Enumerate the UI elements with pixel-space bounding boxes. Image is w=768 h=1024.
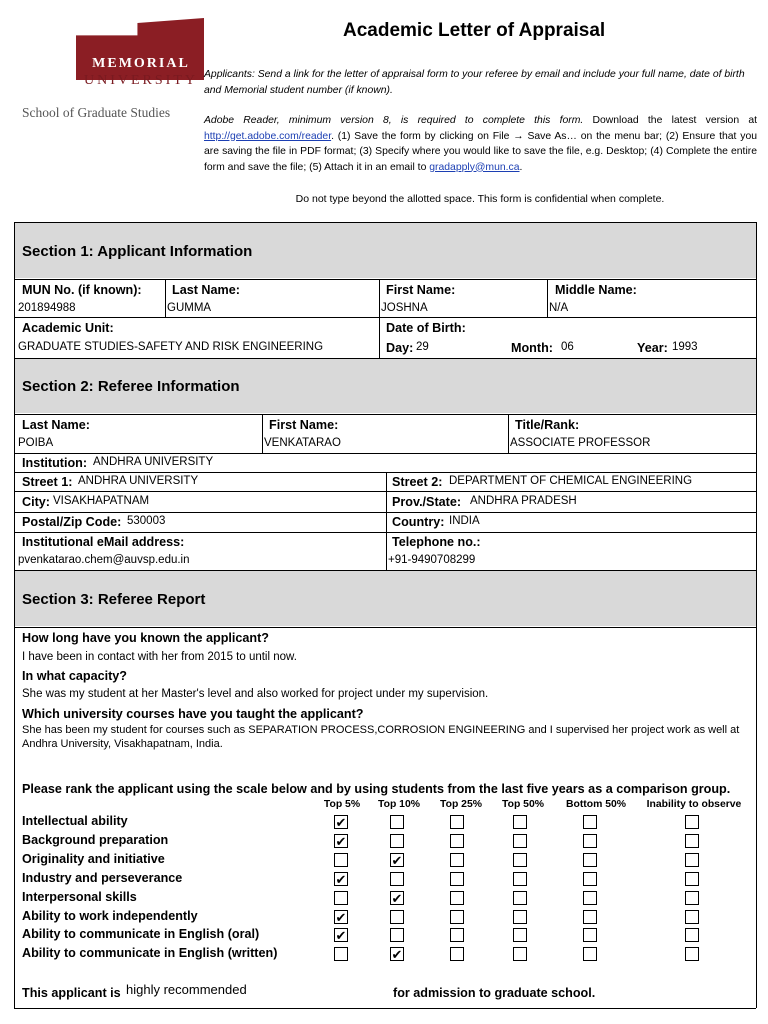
divider xyxy=(508,414,509,453)
rating-checkbox[interactable] xyxy=(450,872,464,886)
city-field[interactable]: VISAKHAPATNAM xyxy=(53,495,150,507)
rating-checkbox[interactable] xyxy=(334,853,348,867)
rating-checkbox[interactable] xyxy=(450,853,464,867)
last-name-field[interactable]: GUMMA xyxy=(167,302,212,314)
street2-label: Street 2: xyxy=(392,475,443,489)
rating-checkbox[interactable] xyxy=(513,853,527,867)
referee-first-name-field[interactable]: VENKATARAO xyxy=(264,437,341,449)
section3-title: Section 3: Referee Report xyxy=(22,591,206,608)
divider xyxy=(165,279,166,317)
rating-checkbox[interactable]: ✔ xyxy=(335,909,347,925)
postal-code-field[interactable]: 530003 xyxy=(127,515,166,527)
mun-field[interactable]: 201894988 xyxy=(18,302,76,314)
institution-field[interactable]: ANDHRA UNIVERSITY xyxy=(93,456,214,468)
month-label: Month: xyxy=(511,341,553,355)
rating-checkbox[interactable] xyxy=(685,834,699,848)
rating-checkbox[interactable] xyxy=(685,947,699,961)
rating-checkbox[interactable] xyxy=(513,891,527,905)
referee-last-name-field[interactable]: POIBA xyxy=(18,437,54,449)
col-top50: Top 50% xyxy=(502,799,544,810)
rating-checkbox[interactable] xyxy=(390,910,404,924)
university-logo xyxy=(22,18,198,128)
rating-checkbox[interactable] xyxy=(513,910,527,924)
criterion-label: Industry and perseverance xyxy=(22,870,183,885)
recommendation-suffix: for admission to graduate school. xyxy=(393,986,596,1000)
rating-checkbox[interactable] xyxy=(450,834,464,848)
rating-checkbox[interactable] xyxy=(685,872,699,886)
rating-checkbox[interactable] xyxy=(583,910,597,924)
col-top25: Top 25% xyxy=(440,799,482,810)
rating-checkbox[interactable] xyxy=(583,947,597,961)
applicants-note: Applicants: Send a link for the letter of appraisal form to your referee by email and include your full name, date of birth and Memorial student number (if known). xyxy=(204,69,745,96)
country-label: Country: xyxy=(392,515,445,529)
divider xyxy=(386,472,387,570)
rule xyxy=(14,414,756,415)
rating-checkbox[interactable] xyxy=(450,910,464,924)
frame-left-lower xyxy=(14,626,15,1008)
rating-checkbox[interactable] xyxy=(390,834,404,848)
criterion-label: Ability to communicate in English (written) xyxy=(22,946,278,961)
criterion-label: Interpersonal skills xyxy=(22,889,137,904)
rating-checkbox[interactable] xyxy=(450,891,464,905)
answer-capacity[interactable]: She was my student at her Master's level and also worked for project under my supervision. xyxy=(22,688,489,700)
street2-field[interactable]: DEPARTMENT OF CHEMICAL ENGINEERING xyxy=(449,475,693,487)
col-top10: Top 10% xyxy=(378,799,420,810)
month-field[interactable]: 06 xyxy=(561,341,574,353)
prov-state-label: Prov./State: xyxy=(392,495,462,509)
confidential-note: Do not type beyond the allotted space. This form is confidential when complete. xyxy=(295,193,665,205)
telephone-label: Telephone no.: xyxy=(392,535,481,549)
year-label: Year: xyxy=(637,341,668,355)
recommendation-prefix: This applicant is xyxy=(22,986,121,1000)
rating-checkbox[interactable] xyxy=(513,872,527,886)
rating-checkbox[interactable] xyxy=(450,947,464,961)
middle-name-field[interactable]: N/A xyxy=(549,302,569,314)
middle-name-label: Middle Name: xyxy=(555,283,637,297)
day-label: Day: xyxy=(386,341,414,355)
rating-checkbox[interactable] xyxy=(685,910,699,924)
recommendation-field[interactable]: highly recommended xyxy=(126,982,247,997)
question-courses: Which university courses have you taught the applicant? xyxy=(22,707,364,721)
rating-checkbox[interactable] xyxy=(685,891,699,905)
rating-checkbox[interactable] xyxy=(583,872,597,886)
rating-checkbox[interactable] xyxy=(583,834,597,848)
postal-code-label: Postal/Zip Code: xyxy=(22,515,122,529)
dob-label: Date of Birth: xyxy=(386,321,466,335)
rating-checkbox[interactable] xyxy=(583,853,597,867)
rating-checkbox[interactable] xyxy=(685,815,699,829)
rating-checkbox[interactable] xyxy=(513,815,527,829)
country-field[interactable]: INDIA xyxy=(449,515,480,527)
rating-checkbox[interactable] xyxy=(685,928,699,942)
rule xyxy=(14,532,756,533)
logo-line2: UNIVERSITY xyxy=(84,73,198,88)
col-bottom50: Bottom 50% xyxy=(565,799,627,810)
gradapply-email-link[interactable]: gradapply@mun.ca xyxy=(429,161,520,173)
rating-checkbox[interactable] xyxy=(583,891,597,905)
prov-state-field[interactable]: ANDHRA PRADESH xyxy=(470,495,577,507)
col-inability: Inability to observe xyxy=(646,799,742,810)
referee-first-name-label: First Name: xyxy=(269,418,339,432)
rule xyxy=(14,453,756,454)
rating-checkbox[interactable] xyxy=(513,834,527,848)
rule xyxy=(14,317,756,318)
email-field[interactable]: pvenkatarao.chem@auvsp.edu.in xyxy=(18,554,190,566)
street1-label: Street 1: xyxy=(22,475,73,489)
rating-checkbox[interactable] xyxy=(450,928,464,942)
mun-label: MUN No. (if known): xyxy=(22,283,142,297)
section1-title: Section 1: Applicant Information xyxy=(22,243,253,260)
rating-checkbox[interactable] xyxy=(583,815,597,829)
rule xyxy=(14,279,756,280)
title-rank-label: Title/Rank: xyxy=(515,418,580,432)
rating-checkbox[interactable] xyxy=(450,815,464,829)
rule xyxy=(14,627,756,628)
day-field[interactable]: 29 xyxy=(416,341,429,353)
rule xyxy=(14,222,756,223)
answer-known-duration[interactable]: I have been in contact with her from 2015 to until now. xyxy=(22,651,297,663)
rating-checkbox[interactable]: ✔ xyxy=(335,815,347,830)
first-name-field[interactable]: JOSHNA xyxy=(381,302,428,314)
telephone-field[interactable]: +91-9490708299 xyxy=(388,554,476,566)
referee-last-name-label: Last Name: xyxy=(22,418,90,432)
street1-field[interactable]: ANDHRA UNIVERSITY xyxy=(78,475,199,487)
answer-courses[interactable]: She has been my student for courses such as SEPARATION PROCESS,CORROSION ENGINEERING and I supervised her project work as well at Andhra University, Visakhapatnam, India. xyxy=(22,724,740,750)
adobe-reader-link[interactable]: http://get.adobe.com/reader xyxy=(204,130,332,142)
frame-right-lower xyxy=(756,626,757,1008)
academic-unit-label: Academic Unit: xyxy=(22,321,114,335)
rating-checkbox[interactable] xyxy=(390,815,404,829)
rating-checkbox[interactable]: ✔ xyxy=(391,947,403,963)
frame-bottom xyxy=(14,1008,756,1009)
year-field[interactable]: 1993 xyxy=(672,341,698,353)
rating-checkbox[interactable]: ✔ xyxy=(335,871,347,887)
divider xyxy=(547,279,548,317)
rating-checkbox[interactable]: ✔ xyxy=(335,928,347,944)
divider xyxy=(379,279,380,358)
rating-checkbox[interactable]: ✔ xyxy=(391,852,403,868)
criterion-label: Ability to work independently xyxy=(22,908,198,923)
academic-unit-field[interactable]: GRADUATE STUDIES-SAFETY AND RISK ENGINEERING xyxy=(18,341,324,353)
rule xyxy=(14,512,756,513)
rating-checkbox[interactable] xyxy=(685,853,699,867)
rating-checkbox[interactable] xyxy=(334,891,348,905)
rule xyxy=(14,491,756,492)
criterion-label: Intellectual ability xyxy=(22,814,128,828)
last-name-label: Last Name: xyxy=(172,283,240,297)
criterion-label: Ability to communicate in English (oral) xyxy=(22,927,260,942)
divider xyxy=(262,414,263,453)
page-title: Academic Letter of Appraisal xyxy=(343,20,606,41)
rating-checkbox[interactable] xyxy=(334,947,348,961)
col-top5: Top 5% xyxy=(323,799,361,810)
rating-checkbox[interactable] xyxy=(390,872,404,886)
logo-line1: MEMORIAL xyxy=(92,56,190,71)
institution-label: Institution: xyxy=(22,456,88,470)
rating-checkbox[interactable] xyxy=(513,947,527,961)
city-label: City: xyxy=(22,495,50,509)
question-capacity: In what capacity? xyxy=(22,669,127,683)
rank-instructions: Please rank the applicant using the scale below and by using students from the last five years as a comparison group. xyxy=(22,782,731,796)
adobe-instructions: Adobe Reader, minimum version 8, is required to complete this form. Download the latest version at http://get.adobe.com/reader. (1) Save the form by clicking on File → Save As… on the menu bar; (2) Ensure that you are saving the file in PDF format; (3) Specify where you would like to save the file, e.g. Desktop; (4) Complete the entire form and save the file; (5) Attach it in an email to gradapply@mun.ca. xyxy=(204,115,758,173)
rating-checkbox[interactable]: ✔ xyxy=(391,890,403,906)
section2-title: Section 2: Referee Information xyxy=(22,378,240,395)
criterion-label: Originality and initiative xyxy=(22,851,165,866)
rating-checkbox[interactable] xyxy=(390,928,404,942)
rating-checkbox[interactable] xyxy=(583,928,597,942)
rating-checkbox[interactable] xyxy=(513,928,527,942)
rule xyxy=(14,472,756,473)
question-known-duration: How long have you known the applicant? xyxy=(22,631,269,645)
email-label: Institutional eMail address: xyxy=(22,535,185,549)
title-rank-field[interactable]: ASSOCIATE PROFESSOR xyxy=(510,437,651,449)
first-name-label: First Name: xyxy=(386,283,456,297)
school-name: School of Graduate Studies xyxy=(22,105,171,120)
rating-checkbox[interactable]: ✔ xyxy=(335,833,347,849)
criterion-label: Background preparation xyxy=(22,832,169,847)
